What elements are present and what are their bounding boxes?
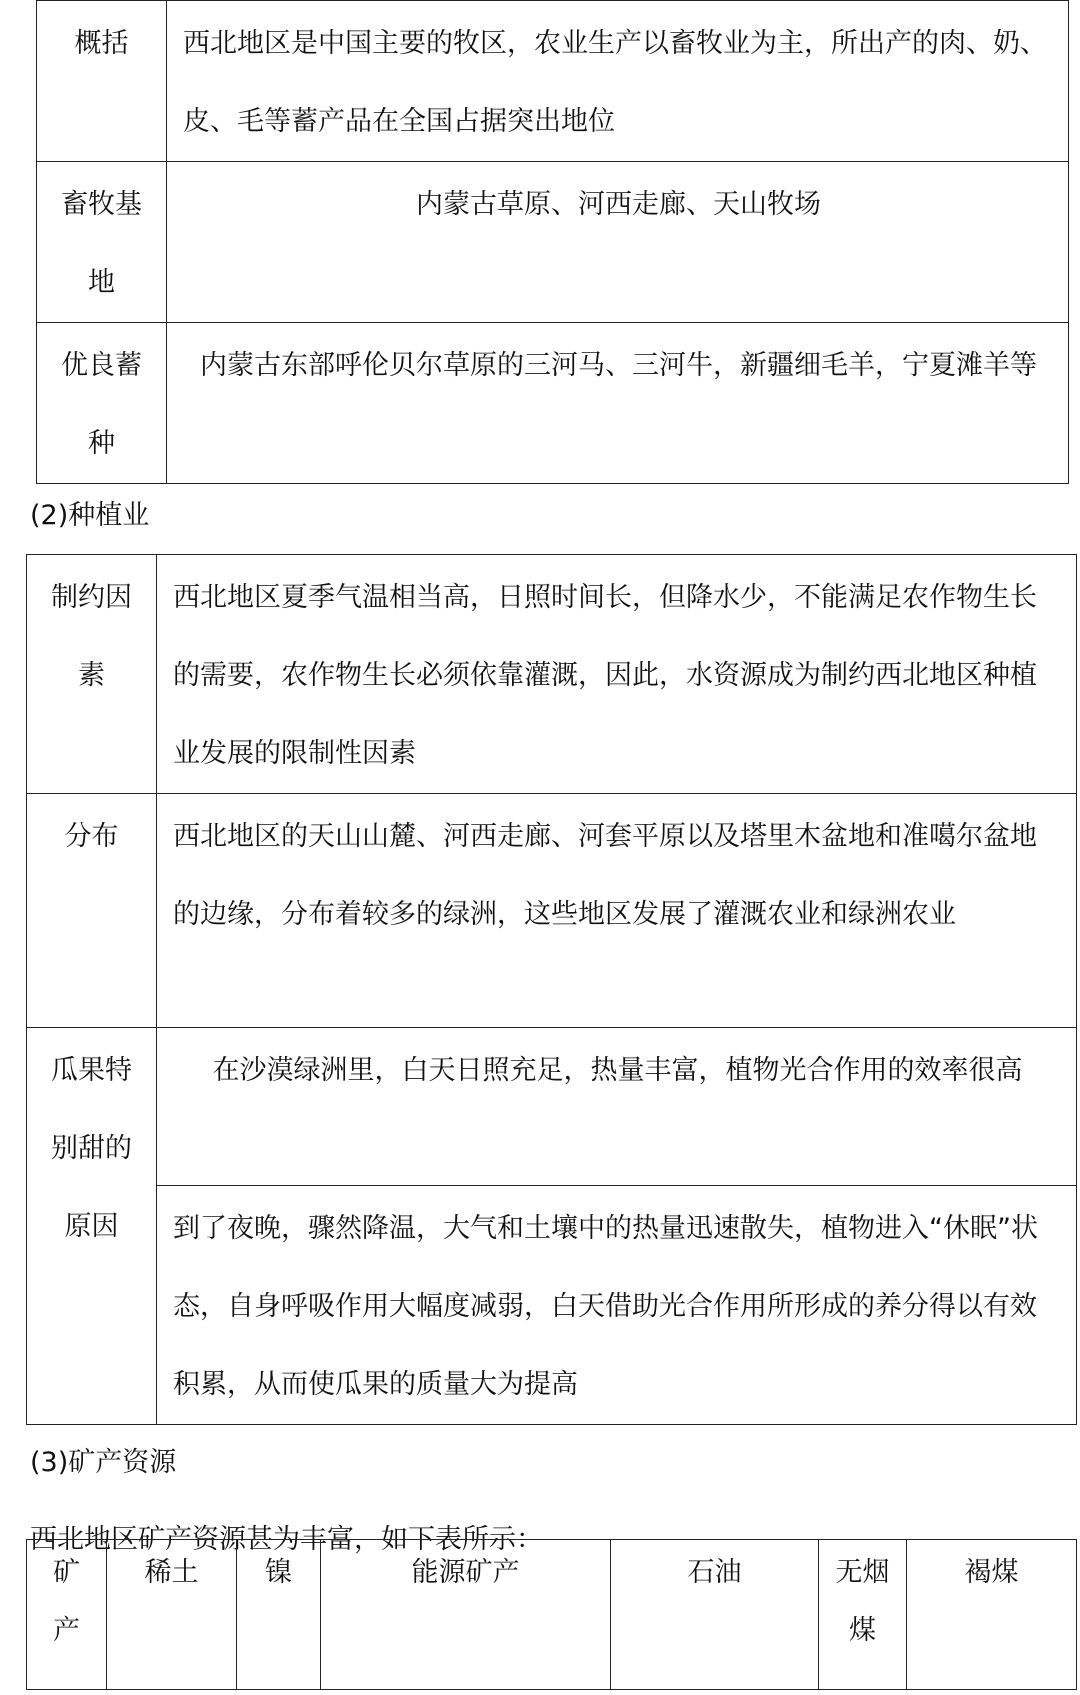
section-heading-planting: (2)种植业 bbox=[30, 500, 150, 531]
row-label: 分布 bbox=[27, 794, 157, 1028]
table-row bbox=[27, 794, 1077, 1028]
planting-table bbox=[26, 554, 1077, 1425]
table-row bbox=[37, 162, 1069, 323]
row-label: 概括 bbox=[37, 1, 167, 162]
table-row bbox=[27, 1186, 1077, 1425]
table-cell: 能源矿产 bbox=[321, 1540, 611, 1690]
row-text: 到了夜晚，骤然降温，大气和土壤中的热量迅速散失，植物进入“休眠”状态，自身呼吸作用大幅度减弱，白天借助光合作用所形成的养分得以有效积累，从而使瓜果的质量大为提高 bbox=[157, 1186, 1077, 1425]
row-label: 瓜果特别甜的原因 bbox=[27, 1028, 157, 1425]
table-cell: 石油 bbox=[611, 1540, 819, 1690]
livestock-table bbox=[36, 0, 1069, 484]
row-text: 西北地区是中国主要的牧区，农业生产以畜牧业为主，所出产的肉、奶、皮、毛等蓄产品在全国占据突出地位 bbox=[167, 1, 1069, 162]
table-cell: 无烟煤 bbox=[819, 1540, 907, 1690]
row-label: 优良蓄种 bbox=[37, 323, 167, 484]
table-row bbox=[37, 323, 1069, 484]
table-row bbox=[27, 1028, 1077, 1186]
section-heading-minerals: (3)矿产资源 bbox=[30, 1447, 177, 1478]
row-text: 内蒙古草原、河西走廊、天山牧场 bbox=[167, 162, 1069, 323]
table-cell: 稀土 bbox=[107, 1540, 237, 1690]
table-row bbox=[37, 1, 1069, 162]
row-text: 内蒙古东部呼伦贝尔草原的三河马、三河牛，新疆细毛羊，宁夏滩羊等 bbox=[167, 323, 1069, 484]
table-cell: 镍 bbox=[237, 1540, 321, 1690]
table-cell: 褐煤 bbox=[907, 1540, 1077, 1690]
table-cell: 矿产 bbox=[27, 1540, 107, 1690]
row-label: 畜牧基地 bbox=[37, 162, 167, 323]
row-text: 在沙漠绿洲里，白天日照充足，热量丰富，植物光合作用的效率很高 bbox=[157, 1028, 1077, 1186]
row-text: 西北地区的天山山麓、河西走廊、河套平原以及塔里木盆地和准噶尔盆地的边缘，分布着较多的绿洲，这些地区发展了灌溉农业和绿洲农业 bbox=[157, 794, 1077, 1028]
table-row bbox=[27, 555, 1077, 794]
minerals-table bbox=[26, 1539, 1077, 1690]
row-text: 西北地区夏季气温相当高，日照时间长，但降水少，不能满足农作物生长的需要，农作物生长必须依靠灌溉，因此，水资源成为制约西北地区种植业发展的限制性因素 bbox=[157, 555, 1077, 794]
row-label: 制约因素 bbox=[27, 555, 157, 794]
intro-text: 西北地区矿产资源甚为丰富，如下表所示： bbox=[30, 1524, 543, 1555]
table-row bbox=[27, 1540, 1077, 1690]
